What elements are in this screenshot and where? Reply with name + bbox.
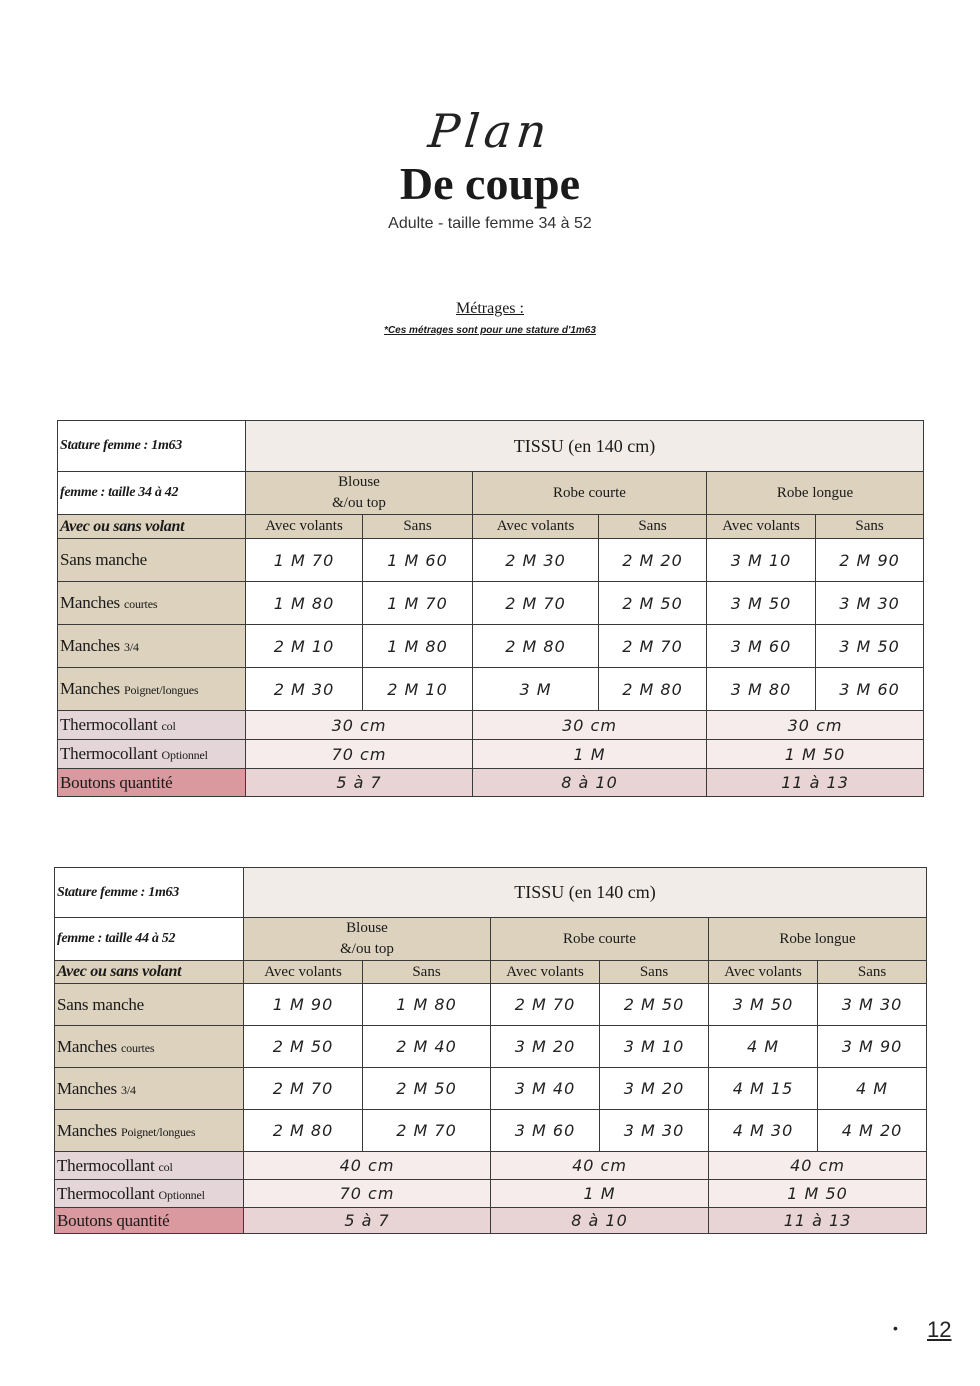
value-cell: 1 M 90 xyxy=(244,984,363,1026)
value-cell: 4 M 20 xyxy=(818,1110,927,1152)
value-cell: 1 M 60 xyxy=(363,539,473,582)
table-row xyxy=(58,582,924,625)
value-cell: 2 M 70 xyxy=(244,1068,363,1110)
row-label-main: Manches xyxy=(57,1036,117,1056)
row-label-main: Manches xyxy=(57,1078,117,1098)
value-cell: 3 M 50 xyxy=(816,625,924,668)
row-label xyxy=(55,1068,244,1110)
value-cell: 1 M xyxy=(491,1180,709,1208)
value-cell: 4 M 15 xyxy=(709,1068,818,1110)
table-row xyxy=(58,711,924,740)
value-cell: 3 M 20 xyxy=(491,1026,600,1068)
value-cell: 30 cm xyxy=(473,711,707,740)
value-cell: 1 M 80 xyxy=(363,984,491,1026)
value-cell: 2 M 90 xyxy=(816,539,924,582)
value-cell: 2 M 70 xyxy=(599,625,707,668)
value-cell: 2 M 50 xyxy=(363,1068,491,1110)
table-row xyxy=(58,769,924,797)
row-label-small: 3/4 xyxy=(124,640,139,654)
row-label-main: Sans manche xyxy=(57,994,145,1014)
value-cell: 2 M 80 xyxy=(599,668,707,711)
value-cell: 40 cm xyxy=(491,1152,709,1180)
value-cell: 30 cm xyxy=(707,711,924,740)
value-cell: 2 M 30 xyxy=(473,539,599,582)
row-label-main: Thermocollant xyxy=(60,715,158,734)
group-robe-longue: Robe longue xyxy=(707,472,924,515)
value-cell: 8 à 10 xyxy=(473,769,707,797)
value-cell: 3 M 60 xyxy=(816,668,924,711)
page-number: 12 xyxy=(927,1317,952,1342)
value-cell: 2 M 10 xyxy=(246,625,363,668)
group-robe-longue: Robe longue xyxy=(709,918,927,961)
row-label-small: Optionnel xyxy=(161,748,208,762)
value-cell: 2 M 50 xyxy=(599,582,707,625)
metrages-heading: Métrages : xyxy=(456,300,524,317)
row-label-main: Thermocollant xyxy=(57,1183,155,1203)
cutting-table-1 xyxy=(57,420,924,797)
value-cell: 40 cm xyxy=(709,1152,927,1180)
value-cell: 70 cm xyxy=(244,1180,491,1208)
group-robe-courte: Robe courte xyxy=(473,472,707,515)
value-cell: 3 M 30 xyxy=(818,984,927,1026)
value-cell: 1 M 50 xyxy=(707,740,924,769)
value-cell: 2 M 50 xyxy=(600,984,709,1026)
sub-header: Avec volants xyxy=(473,515,599,539)
value-cell: 2 M 30 xyxy=(246,668,363,711)
value-cell: 5 à 7 xyxy=(246,769,473,797)
page-title: De coupe xyxy=(399,158,581,209)
table-row xyxy=(55,984,927,1026)
row-label-main: Manches xyxy=(60,679,120,698)
row-label-main: Manches xyxy=(60,593,120,612)
row-label: Boutons quantité xyxy=(58,769,246,797)
value-cell: 1 M 80 xyxy=(363,625,473,668)
value-cell: 2 M 50 xyxy=(244,1026,363,1068)
value-cell: 3 M 30 xyxy=(600,1110,709,1152)
row-label-main: Thermocollant xyxy=(57,1155,155,1175)
tissu-header: TISSU (en 140 cm) xyxy=(246,421,924,472)
value-cell: 30 cm xyxy=(246,711,473,740)
value-cell: 8 à 10 xyxy=(491,1208,709,1234)
row-label-small: col xyxy=(161,719,176,733)
value-cell: 1 M xyxy=(473,740,707,769)
row-label xyxy=(55,1180,244,1208)
taille-label: femme : taille 34 à 42 xyxy=(58,472,246,515)
value-cell: 3 M 80 xyxy=(707,668,816,711)
value-cell: 11 à 13 xyxy=(709,1208,927,1234)
value-cell: 3 M 60 xyxy=(707,625,816,668)
table-row xyxy=(58,740,924,769)
row-label-small: 3/4 xyxy=(121,1082,136,1097)
value-cell: 2 M 80 xyxy=(244,1110,363,1152)
row-label xyxy=(58,711,246,740)
value-cell: 3 M 50 xyxy=(709,984,818,1026)
row-label xyxy=(55,1026,244,1068)
page-bullet: • xyxy=(893,1320,898,1336)
row-label: Boutons quantité xyxy=(55,1208,244,1234)
tissu-header: TISSU (en 140 cm) xyxy=(244,868,927,918)
value-cell: 40 cm xyxy=(244,1152,491,1180)
value-cell: 2 M 70 xyxy=(491,984,600,1026)
group-blouse-line2: &/ou top xyxy=(340,941,394,957)
row-label xyxy=(55,984,244,1026)
page-subtitle: Adulte - taille femme 34 à 52 xyxy=(388,215,592,232)
sub-header: Sans xyxy=(818,961,927,984)
table-row xyxy=(55,1068,927,1110)
stature-label: Stature femme : 1m63 xyxy=(55,868,244,918)
table-row xyxy=(55,1110,927,1152)
row-label-main: Manches xyxy=(60,636,120,655)
group-blouse-line1: Blouse xyxy=(346,920,388,936)
row-label xyxy=(58,539,246,582)
value-cell: 2 M 70 xyxy=(363,1110,491,1152)
value-cell: 1 M 50 xyxy=(709,1180,927,1208)
value-cell: 3 M 50 xyxy=(707,582,816,625)
row-label-small: Poignet/longues xyxy=(124,683,199,697)
value-cell: 2 M 40 xyxy=(363,1026,491,1068)
value-cell: 3 M 10 xyxy=(600,1026,709,1068)
sub-header: Sans xyxy=(363,515,473,539)
group-blouse-line1: Blouse xyxy=(338,474,380,490)
table-row xyxy=(58,625,924,668)
group-blouse xyxy=(244,918,491,961)
sub-header: Avec volants xyxy=(491,961,600,984)
value-cell: 2 M 10 xyxy=(363,668,473,711)
sub-header: Sans xyxy=(600,961,709,984)
row-label xyxy=(55,1110,244,1152)
row-label xyxy=(58,740,246,769)
table-row xyxy=(55,1180,927,1208)
group-blouse xyxy=(246,472,473,515)
group-blouse-line2: &/ou top xyxy=(332,495,386,511)
value-cell: 3 M xyxy=(473,668,599,711)
avec-sans-label: Avec ou sans volant xyxy=(58,515,246,539)
table-row xyxy=(55,1208,927,1234)
value-cell: 4 M 30 xyxy=(709,1110,818,1152)
sub-header: Sans xyxy=(816,515,924,539)
sub-header: Avec volants xyxy=(244,961,363,984)
value-cell: 3 M 30 xyxy=(816,582,924,625)
group-robe-courte: Robe courte xyxy=(491,918,709,961)
value-cell: 1 M 70 xyxy=(363,582,473,625)
table-row xyxy=(58,668,924,711)
row-label-small: Optionnel xyxy=(158,1187,205,1202)
row-label-small: courtes xyxy=(124,597,158,611)
script-title: Plan xyxy=(425,104,555,158)
cutting-table-2 xyxy=(54,867,927,1234)
sub-header: Avec volants xyxy=(246,515,363,539)
row-label-small: courtes xyxy=(121,1040,155,1055)
sub-header: Sans xyxy=(363,961,491,984)
value-cell: 3 M 90 xyxy=(818,1026,927,1068)
value-cell: 1 M 80 xyxy=(246,582,363,625)
value-cell: 2 M 20 xyxy=(599,539,707,582)
row-label-main: Thermocollant xyxy=(60,744,158,763)
row-label xyxy=(58,582,246,625)
stature-note: *Ces métrages sont pour une stature d'1m63 xyxy=(384,325,596,336)
value-cell: 3 M 10 xyxy=(707,539,816,582)
row-label-small: Poignet/longues xyxy=(121,1124,196,1139)
row-label-main: Manches xyxy=(57,1120,117,1140)
sub-header: Avec volants xyxy=(709,961,818,984)
value-cell: 3 M 20 xyxy=(600,1068,709,1110)
row-label-small: col xyxy=(158,1159,173,1174)
table-row xyxy=(55,1026,927,1068)
row-label xyxy=(58,625,246,668)
value-cell: 1 M 70 xyxy=(246,539,363,582)
sub-header: Sans xyxy=(599,515,707,539)
avec-sans-label: Avec ou sans volant xyxy=(55,961,244,984)
value-cell: 70 cm xyxy=(246,740,473,769)
value-cell: 5 à 7 xyxy=(244,1208,491,1234)
value-cell: 4 M xyxy=(709,1026,818,1068)
taille-label: femme : taille 44 à 52 xyxy=(55,918,244,961)
value-cell: 2 M 70 xyxy=(473,582,599,625)
stature-label: Stature femme : 1m63 xyxy=(58,421,246,472)
row-label xyxy=(58,668,246,711)
row-label xyxy=(55,1152,244,1180)
value-cell: 4 M xyxy=(818,1068,927,1110)
value-cell: 3 M 60 xyxy=(491,1110,600,1152)
sub-header: Avec volants xyxy=(707,515,816,539)
table-row xyxy=(55,1152,927,1180)
value-cell: 11 à 13 xyxy=(707,769,924,797)
value-cell: 3 M 40 xyxy=(491,1068,600,1110)
table-row xyxy=(58,539,924,582)
row-label-main: Sans manche xyxy=(60,550,148,569)
value-cell: 2 M 80 xyxy=(473,625,599,668)
